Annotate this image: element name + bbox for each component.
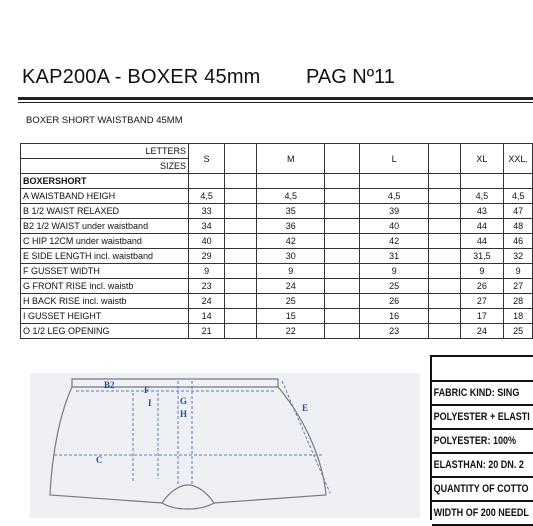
cell-value: 44 bbox=[460, 219, 504, 234]
size-header: XXL. bbox=[504, 144, 533, 174]
cell-value: 35 bbox=[257, 204, 325, 219]
cell-value: 24 bbox=[188, 294, 224, 309]
row-label: C HIP 12CM under waistband bbox=[21, 234, 189, 249]
cell-value: 27 bbox=[460, 294, 504, 309]
cell-value: 31,5 bbox=[460, 249, 504, 264]
cell-value: 9 bbox=[504, 264, 533, 279]
label-f: F bbox=[144, 385, 150, 395]
cell-value bbox=[225, 294, 257, 309]
cell-value: 46 bbox=[504, 234, 533, 249]
fabric-row: WIDTH OF 200 NEEDL bbox=[432, 502, 533, 526]
cell-value bbox=[428, 294, 460, 309]
header-rule-thin bbox=[18, 102, 533, 103]
cell-value bbox=[428, 279, 460, 294]
cell-value: 34 bbox=[188, 219, 224, 234]
cell-value: 4,5 bbox=[460, 189, 504, 204]
row-label: A WAISTBAND HEIGH bbox=[21, 189, 189, 204]
cell-value: 23 bbox=[188, 279, 224, 294]
cell-value: 9 bbox=[360, 264, 428, 279]
cell-value: 25 bbox=[360, 279, 428, 294]
cell-value bbox=[225, 219, 257, 234]
cell-value: 4,5 bbox=[257, 189, 325, 204]
cell-value: 17 bbox=[460, 309, 504, 324]
page-number: PAG Nº11 bbox=[306, 66, 395, 88]
cell-value bbox=[225, 264, 257, 279]
boxer-body-outline bbox=[50, 387, 326, 503]
cell-value bbox=[225, 309, 257, 324]
cell-value bbox=[325, 204, 360, 219]
fabric-row: ELASTHAN: 20 DN. 2 bbox=[432, 454, 533, 478]
cell-value: 24 bbox=[257, 279, 325, 294]
cell-value: 18 bbox=[504, 309, 533, 324]
label-e: E bbox=[302, 403, 309, 413]
table-row bbox=[21, 249, 533, 264]
cell-value bbox=[428, 219, 460, 234]
fabric-info-box bbox=[430, 355, 533, 520]
cell-value: 4,5 bbox=[188, 189, 224, 204]
section-title: BOXERSHORT bbox=[21, 174, 189, 189]
cell-value: 4,5 bbox=[360, 189, 428, 204]
cell-value: 29 bbox=[188, 249, 224, 264]
sizes-header: SIZES bbox=[21, 159, 189, 174]
cell-value: 40 bbox=[188, 234, 224, 249]
crotch-outline bbox=[162, 503, 214, 509]
cell-value: 31 bbox=[360, 249, 428, 264]
cell-value: 32 bbox=[504, 249, 533, 264]
label-g: G bbox=[180, 396, 188, 406]
size-header: S bbox=[188, 144, 224, 174]
size-spec-table bbox=[20, 143, 533, 339]
cell-value bbox=[225, 279, 257, 294]
cell-value: 15 bbox=[257, 309, 325, 324]
cell-value: 9 bbox=[188, 264, 224, 279]
cell-value: 26 bbox=[360, 294, 428, 309]
cell-value: 4,5 bbox=[504, 189, 533, 204]
cell-value: 40 bbox=[360, 219, 428, 234]
table-row bbox=[21, 324, 533, 339]
size-header bbox=[428, 144, 460, 174]
label-b2: B2 bbox=[104, 380, 115, 390]
row-label: I GUSSET HEIGHT bbox=[21, 309, 189, 324]
row-label: F GUSSET WIDTH bbox=[21, 264, 189, 279]
size-header bbox=[325, 144, 360, 174]
subtitle: BOXER SHORT WAISTBAND 45MM bbox=[26, 115, 183, 126]
cell-value: 36 bbox=[257, 219, 325, 234]
cell-value bbox=[428, 204, 460, 219]
fabric-row: QUANTITY OF COTTO bbox=[432, 478, 533, 502]
cell-value bbox=[428, 324, 460, 339]
size-header: XL bbox=[460, 144, 504, 174]
label-c: C bbox=[96, 455, 103, 465]
cell-value: 25 bbox=[257, 294, 325, 309]
table-row bbox=[21, 294, 533, 309]
size-header bbox=[225, 144, 257, 174]
cell-value: 43 bbox=[460, 204, 504, 219]
cell-value: 30 bbox=[257, 249, 325, 264]
cell-value bbox=[325, 249, 360, 264]
cell-value bbox=[225, 249, 257, 264]
cell-value bbox=[225, 204, 257, 219]
cell-value bbox=[325, 189, 360, 204]
cell-value: 42 bbox=[360, 234, 428, 249]
label-i: I bbox=[148, 398, 152, 408]
label-h: H bbox=[180, 409, 188, 419]
table-row bbox=[21, 309, 533, 324]
size-header: L bbox=[360, 144, 428, 174]
cell-value: 26 bbox=[460, 279, 504, 294]
row-label: B 1/2 WAIST RELAXED bbox=[21, 204, 189, 219]
waistband-outline bbox=[72, 379, 278, 387]
cell-value: 24 bbox=[460, 324, 504, 339]
fabric-row: POLYESTER: 100% bbox=[432, 430, 533, 454]
table-row bbox=[21, 279, 533, 294]
cell-value: 16 bbox=[360, 309, 428, 324]
cell-value bbox=[325, 309, 360, 324]
cell-value bbox=[325, 219, 360, 234]
boxer-drawing-svg bbox=[30, 373, 420, 518]
cell-value bbox=[428, 234, 460, 249]
cell-value: 47 bbox=[504, 204, 533, 219]
table-row bbox=[21, 189, 533, 204]
fabric-row: FABRIC KIND: SING bbox=[432, 382, 533, 406]
cell-value bbox=[325, 234, 360, 249]
cell-value: 14 bbox=[188, 309, 224, 324]
cell-value: 39 bbox=[360, 204, 428, 219]
letters-header: LETTERS bbox=[21, 144, 189, 159]
cell-value bbox=[325, 324, 360, 339]
table-row bbox=[21, 219, 533, 234]
cell-value: 22 bbox=[257, 324, 325, 339]
size-header: M bbox=[257, 144, 325, 174]
header-rule-thick bbox=[18, 97, 533, 100]
row-label: O 1/2 LEG OPENING bbox=[21, 324, 189, 339]
cell-value bbox=[428, 264, 460, 279]
row-label: E SIDE LENGTH incl. waistband bbox=[21, 249, 189, 264]
cell-value: 42 bbox=[257, 234, 325, 249]
row-label: H BACK RISE incl. waistb bbox=[21, 294, 189, 309]
cell-value bbox=[428, 309, 460, 324]
row-label: B2 1/2 WAIST under waistband bbox=[21, 219, 189, 234]
cell-value: 21 bbox=[188, 324, 224, 339]
cell-value: 23 bbox=[360, 324, 428, 339]
table-row bbox=[21, 264, 533, 279]
cell-value bbox=[325, 294, 360, 309]
cell-value: 28 bbox=[504, 294, 533, 309]
cell-value: 27 bbox=[504, 279, 533, 294]
boxer-technical-drawing bbox=[30, 373, 420, 518]
cell-value: 9 bbox=[460, 264, 504, 279]
fabric-row bbox=[432, 357, 533, 382]
cell-value: 44 bbox=[460, 234, 504, 249]
table-row bbox=[21, 234, 533, 249]
cell-value: 33 bbox=[188, 204, 224, 219]
cell-value bbox=[325, 279, 360, 294]
table-row bbox=[21, 204, 533, 219]
cell-value bbox=[428, 249, 460, 264]
cell-value bbox=[428, 189, 460, 204]
document-title: KAP200A - BOXER 45mm bbox=[22, 66, 261, 88]
cell-value bbox=[325, 264, 360, 279]
fabric-row: POLYESTER + ELASTI bbox=[432, 406, 533, 430]
cell-value bbox=[225, 324, 257, 339]
cell-value: 25 bbox=[504, 324, 533, 339]
cell-value bbox=[225, 234, 257, 249]
cell-value bbox=[225, 189, 257, 204]
cell-value: 48 bbox=[504, 219, 533, 234]
row-label: G FRONT RISE incl. waistb bbox=[21, 279, 189, 294]
cell-value: 9 bbox=[257, 264, 325, 279]
